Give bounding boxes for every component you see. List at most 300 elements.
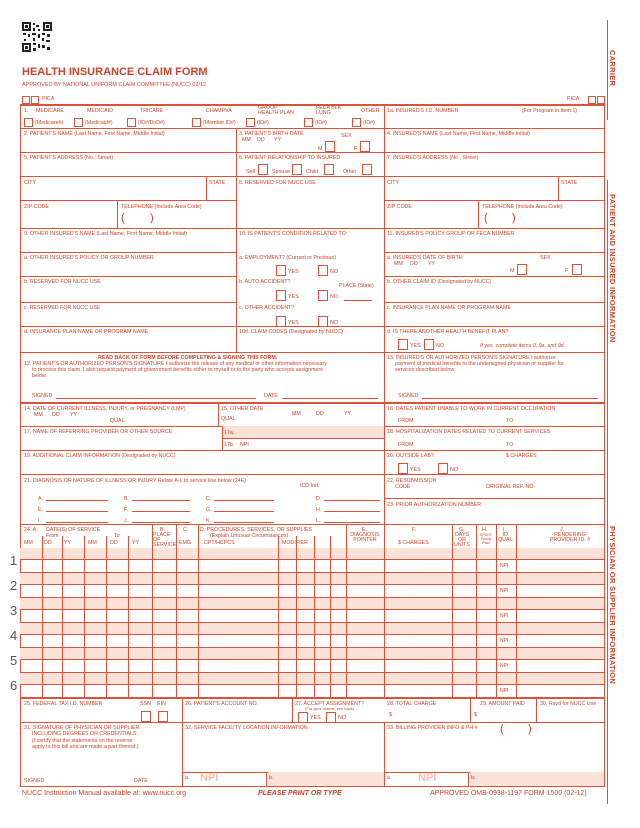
label-24d: D. PROCEDURES, SERVICES, OR SUPPLIES <box>200 527 313 533</box>
label-17: 17. NAME OF REFERRING PROVIDER OR OTHER SOURCE <box>24 429 173 435</box>
label-1a-note: (For Program in Item 1) <box>522 108 578 114</box>
label-24c: C. <box>183 527 189 533</box>
label-24i: I. <box>503 527 506 533</box>
line-23 <box>384 498 605 499</box>
label-2: 2. PATIENT'S NAME (Last Name, First Name, Middle Initial) <box>24 131 165 137</box>
label-24i-l: ID. QUAL. <box>498 532 514 543</box>
label-zip: ZIP CODE <box>24 204 49 210</box>
pica-right-box[interactable] <box>588 96 596 104</box>
label-employment-yes: YES <box>288 269 299 275</box>
label-10a: a. EMPLOYMENT? (Current or Previous) <box>239 255 336 261</box>
label-31-l2: INCLUDING DEGREES OR CREDENTIALS <box>32 731 137 737</box>
dx-c: C. <box>206 496 212 502</box>
label-8: 8. RESERVED FOR NUCC USE <box>239 180 316 186</box>
line-11b <box>384 276 605 277</box>
col-yy2 <box>128 536 129 698</box>
service-line-number: 2 <box>10 578 18 593</box>
label-24h-l: EPSDT Family Plan <box>480 533 492 545</box>
auto-no-checkbox[interactable] <box>318 290 328 301</box>
dx-h-line <box>324 511 380 512</box>
label-19: 19. ADDITIONAL CLAIM INFORMATION (Designated by NUCC) <box>24 453 176 459</box>
label-6: 6. PATIENT RELATIONSHIP TO INSURED <box>239 155 341 161</box>
label-15-mm: MM <box>292 411 301 417</box>
label-3-dd: DD <box>257 137 265 143</box>
label-24e: E. <box>362 527 368 533</box>
footer-instruction: NUCC Instruction Manual available at: www.nucc.org <box>22 790 187 797</box>
label-icd: ICD Ind. <box>300 483 320 489</box>
label-24e-l: DIAGNOSIS POINTER <box>350 532 380 543</box>
label-24g-l: DAYS OR UNITS <box>454 532 470 548</box>
insured-sex-m-checkbox[interactable] <box>517 264 527 275</box>
label-17b: 17b. <box>224 442 235 448</box>
other-sub: (ID#) <box>363 120 375 126</box>
label-3-yy: YY <box>274 137 282 143</box>
label-1a: 1a. INSURED'S I.D. NUMBER <box>387 108 459 114</box>
label-11a-m: M <box>510 268 515 274</box>
divider-30 <box>536 698 537 722</box>
divider-29 <box>470 698 471 722</box>
label-24f: F. <box>412 527 417 533</box>
label-place: PLACE (State) <box>339 283 374 289</box>
label-15-qual: QUAL. <box>221 416 237 422</box>
champva-sub: (Member ID#) <box>203 120 236 126</box>
divider-32b <box>266 772 267 786</box>
label-city: CITY <box>24 180 37 186</box>
label-24a-dates: DATE(S) OF SERVICE <box>46 527 101 533</box>
dx-k: K. <box>206 518 212 524</box>
label-plan-no: NO <box>436 343 444 349</box>
feca-checkbox[interactable] <box>304 118 313 127</box>
label-child: Child <box>306 169 319 175</box>
label-24b: B. <box>160 527 166 533</box>
label-31: 31. SIGNATURE OF PHYSICIAN OR SUPPLIER <box>24 725 140 731</box>
label-11b: b. OTHER CLAIM ID (Designated by NUCC) <box>387 279 492 285</box>
line-row14 <box>20 402 605 404</box>
medicaid-checkbox[interactable] <box>74 118 83 127</box>
label-11c: c. INSURANCE PLAN NAME OR PROGRAM NAME <box>387 305 511 311</box>
label-30: 30. Rsvd for NUCC Use <box>540 701 597 707</box>
label-29-dollar: $ <box>474 712 477 718</box>
line-row5 <box>20 152 605 153</box>
employment-no-checkbox[interactable] <box>318 265 328 276</box>
label-tel-insured: TELEPHONE (Include Area Code) <box>482 204 563 210</box>
label-auto-yes: YES <box>288 294 299 300</box>
tricare-sub: (ID#/DoD#) <box>138 120 165 126</box>
label-22-code: CODE <box>395 484 411 490</box>
label-plan-yes: YES <box>410 343 421 349</box>
label-24g: G. <box>459 527 465 533</box>
label-14: 14. DATE OF CURRENT ILLNESS, INJURY, or PREGNANCY (LMP) <box>24 406 186 412</box>
label-24-yy2: YY <box>132 540 140 546</box>
dx-j: J. <box>124 518 129 524</box>
label-24a: 24. A. <box>24 527 38 533</box>
outside-lab-no-checkbox[interactable] <box>438 463 448 474</box>
label-7: 7. INSURED'S ADDRESS (No., Street) <box>387 155 479 161</box>
employment-yes-checkbox[interactable] <box>276 265 286 276</box>
champva-checkbox[interactable] <box>192 118 201 127</box>
line-zip-insured <box>384 200 605 201</box>
label-11a-mm: MM <box>394 261 403 267</box>
label-15-yy: YY <box>344 411 352 417</box>
dx-i-line <box>46 522 108 523</box>
label-32b: b. <box>269 775 274 781</box>
label-ssn: SSN <box>140 701 151 707</box>
divider-33 <box>384 722 385 786</box>
col-f <box>384 524 385 698</box>
child-checkbox[interactable] <box>324 164 334 175</box>
label-13-l2: payment of medical benefits to the undersigned physician or supplier for <box>395 361 564 367</box>
read-back-notice: READ BACK OF FORM BEFORE COMPLETING & SIGNING THIS FORM. <box>98 355 278 361</box>
service-line-number: 5 <box>10 653 18 668</box>
label-22: 22. RESUBMISSION <box>387 478 437 484</box>
label-self: Self <box>246 169 256 175</box>
label-employment-no: NO <box>330 269 338 275</box>
sidebar-physician: PHYSICIAN OR SUPPLIER INFORMATION <box>608 526 617 685</box>
line-9d <box>20 326 605 327</box>
service-line-npi: NPI <box>500 688 509 694</box>
label-spouse: Spouse <box>272 169 290 175</box>
self-checkbox[interactable] <box>258 164 268 175</box>
sex-f-checkbox[interactable] <box>360 141 370 152</box>
label-3-f: F <box>354 146 358 152</box>
col-c <box>176 524 177 698</box>
col-g <box>452 524 453 698</box>
sidebar <box>603 18 619 808</box>
group-sub: (ID#) <box>257 120 269 126</box>
label-12-date: DATE <box>264 393 278 399</box>
service-line-number: 3 <box>10 603 18 618</box>
label-4: 4. INSURED'S NAME (Last Name, First Name, Middle Initial) <box>387 131 530 137</box>
label-9d: d. INSURANCE PLAN NAME OR PROGRAM NAME <box>24 329 149 335</box>
label-33: 33. BILLING PROVIDER INFO & PH # <box>387 725 478 731</box>
divider-15 <box>218 402 219 426</box>
service-line-npi: NPI <box>500 588 509 594</box>
label-other-yes: YES <box>288 320 299 326</box>
label-10c: c. OTHER ACCIDENT? <box>239 305 295 311</box>
label-9b: b. RESERVED FOR NUCC USE <box>24 279 101 285</box>
group-checkbox[interactable] <box>246 118 255 127</box>
another-plan-no-checkbox[interactable] <box>424 339 434 350</box>
label-24-dd1: DD <box>44 540 52 546</box>
frame-top <box>20 104 605 106</box>
label-14-dd: DD <box>52 412 60 418</box>
label-15: 15. OTHER DATE <box>221 406 264 412</box>
label-33b: b. <box>471 775 476 781</box>
line-row9 <box>20 228 605 229</box>
tricare-checkbox[interactable] <box>127 118 136 127</box>
divider-state <box>206 176 207 200</box>
label-11a-dd: DD <box>410 261 418 267</box>
col-mod1 <box>278 536 279 698</box>
frame-bottom <box>20 786 605 787</box>
label-23: 23. PRIOR AUTHORIZATION NUMBER <box>387 502 482 508</box>
label-3: 3. PATIENT'S BIRTH DATE <box>239 131 304 137</box>
dx-i: I. <box>38 518 41 524</box>
label-14-mm: MM <box>34 412 43 418</box>
label-28: 28. TOTAL CHARGE <box>387 701 437 707</box>
service-line-npi: NPI <box>500 563 509 569</box>
dx-g: G. <box>206 507 212 513</box>
label-31-l3: (I certify that the statements on the reverse <box>32 738 133 744</box>
label-13-signed: SIGNED <box>398 393 419 399</box>
label-17b-npi: NPI <box>240 442 249 448</box>
box1-champva: CHAMPVA <box>206 108 232 114</box>
service-line-number: 6 <box>10 678 18 693</box>
line-9c <box>20 302 236 303</box>
line-row2 <box>20 128 605 129</box>
label-11d-note: If yes, complete items 9, 9a, and 9d. <box>480 343 566 349</box>
pica-left-box-2[interactable] <box>31 96 39 104</box>
label-modifier: MODIFIER <box>282 540 308 546</box>
other-checkbox[interactable] <box>352 118 361 127</box>
place-line <box>344 300 372 301</box>
line-zip <box>20 200 236 201</box>
line-11a <box>384 252 605 253</box>
line-17b <box>222 438 384 439</box>
label-25: 25. FEDERAL TAX I.D. NUMBER <box>24 701 103 707</box>
form-title: HEALTH INSURANCE CLAIM FORM <box>22 66 208 78</box>
label-12-l3: below. <box>32 373 48 379</box>
insured-sex-f-checkbox[interactable] <box>572 264 582 275</box>
label-27-note: (For govt. claims, see back) <box>305 706 355 711</box>
label-28-dollar: $ <box>389 712 392 718</box>
npi-watermark-32: NPI <box>200 772 219 784</box>
label-14-qual: QUAL. <box>110 418 126 424</box>
box1-num: 1. <box>24 108 29 114</box>
ssn-checkbox[interactable] <box>141 711 151 722</box>
dx-l: L. <box>316 518 321 524</box>
label-3-mm: MM <box>242 137 251 143</box>
label-16-from: FROM <box>398 418 414 424</box>
box1-group: GROUP HEALTH PLAN <box>258 105 294 116</box>
label-3-m: M <box>318 146 323 152</box>
label-lab-no: NO <box>450 467 458 473</box>
other-rel-checkbox[interactable] <box>362 164 372 175</box>
label-city-insured: CITY <box>387 180 400 186</box>
label-other-no: NO <box>330 320 338 326</box>
label-27: 27. ACCEPT ASSIGNMENT? <box>295 701 365 707</box>
label-other-rel: Other <box>343 169 357 175</box>
label-32: 32. SERVICE FACILITY LOCATION INFORMATION <box>185 725 308 731</box>
line-row19 <box>20 450 605 451</box>
box1-other: OTHER <box>361 108 380 114</box>
label-32a: a. <box>185 775 190 781</box>
17a-shade <box>222 426 384 438</box>
col-d <box>198 524 199 698</box>
line-row31 <box>20 722 605 723</box>
signed-line <box>56 398 256 399</box>
service-line-npi: NPI <box>500 613 509 619</box>
another-plan-yes-checkbox[interactable] <box>398 339 408 350</box>
dx-f-line <box>132 511 190 512</box>
label-24-to: To <box>114 533 120 539</box>
dx-g-line <box>214 511 274 512</box>
label-33a: a. <box>387 775 392 781</box>
outside-lab-yes-checkbox[interactable] <box>398 463 408 474</box>
line-row25 <box>20 698 605 699</box>
label-11a-f: F <box>565 268 569 274</box>
label-state: STATE <box>209 180 226 186</box>
divider-right-column-2 <box>384 402 385 524</box>
date-line <box>282 398 378 399</box>
label-10: 10. IS PATIENT'S CONDITION RELATED TO: <box>239 231 348 237</box>
feca-sub: (ID#) <box>315 120 327 126</box>
label-11d: d. IS THERE ANOTHER HEALTH BENEFIT PLAN? <box>387 329 509 335</box>
sex-m-checkbox[interactable] <box>325 141 335 152</box>
label-zip-insured: ZIP CODE <box>387 204 412 210</box>
label-12: 12. PATIENT'S OR AUTHORIZED PERSON'S SIGNATURE I authorize the release of any medical or other information necessary <box>24 361 327 367</box>
33b-shade <box>470 772 604 786</box>
label-12-signed: SIGNED <box>32 393 53 399</box>
auto-yes-checkbox[interactable] <box>276 290 286 301</box>
label-11: 11. INSURED'S POLICY GROUP OR FECA NUMBER <box>387 231 515 237</box>
label-20-charges: $ CHARGES <box>506 453 537 459</box>
divider-33b <box>468 772 469 786</box>
label-10b: b. AUTO ACCIDENT? <box>239 279 291 285</box>
label-24b-l: PLACE OF SERVICE <box>153 532 177 548</box>
label-24-from: From <box>46 533 59 539</box>
pica-left-label: PICA <box>42 96 55 102</box>
label-ein: EIN <box>157 701 166 707</box>
dx-c-line <box>214 500 274 501</box>
col-yy1 <box>62 536 63 698</box>
line-city <box>20 176 605 177</box>
label-24-mm2: MM <box>88 540 97 546</box>
col-e <box>346 524 347 698</box>
dx-j-line <box>132 522 190 523</box>
col-dd1 <box>42 536 43 698</box>
medicaid-sub: (Medicaid#) <box>85 120 113 126</box>
col-mod3 <box>314 536 315 698</box>
label-14-yy: YY <box>70 412 78 418</box>
spouse-checkbox[interactable] <box>292 164 302 175</box>
label-state-insured: STATE <box>561 180 578 186</box>
col-mm2 <box>84 536 85 698</box>
service-line-number: 1 <box>10 553 18 568</box>
label-17a: 17a. <box>224 430 235 436</box>
claim-form-sheet: HEALTH INSURANCE CLAIM FORM APPROVED BY NATIONAL UNIFORM CLAIM COMMITTEE (NUCC) 02/12 PICA PICA CARRIER PATIENT AND INSURED INFORMATION PHYSICIAN OR SUPPLIER INFORMATION 1. MEDICARE MEDICAID TRICARE CHAMPVA GROUP HEALTH PLAN FECA BLK LUNG OTHER (Medicare#) (Medicaid#) (ID#/DoD#) (Member ID#) (ID#) (ID#) (ID#) 1a. INSURED'S I.D. NUMBER (For Program in Item 1) 2. PATIENT'S NAME (Last Name, First Name, Middle Initial) 3. PATIENT'S BIRTH DATE SEX MM DD YY M F 4. INSURED'S NAME (Last Name, First Name, Middle Initial) 5. PATIENT'S ADDRESS (No., Street) 6. PATIENT RELATIONSHIP TO INSURED Self Spouse Child Other 7. INSURED'S ADDRESS (No., Street) CITY STATE 8. RESERVED FOR NUCC USE CITY STATE ZIP CODE TELEPHONE (Include Area Code) ( ) ZIP CODE TELEPHONE (Include Area Code) ( ) 9. OTHER INSURED'S NAME (Last Name, First Name, Middle Initial) 10. IS PATIENT'S CONDITION RELATED TO: 11. INSURED'S POLICY GROUP OR FECA NUMBER a. OTHER INSURED'S POLICY OR GROUP NUMBER a. EMPLOYMENT? (Current or Previous) YES NO a. INSURED'S DATE OF BIRTH MM DD YY SEX M F b. RESERVED FOR NUCC USE b. AUTO ACCIDENT? PLACE (State) YES NO b. OTHER CLAIM ID (Designated by NUCC) c. RESERVED FOR NUCC USE c. OTHER ACCIDENT? YES NO c. INSURANCE PLAN NAME OR PROGRAM NAME d. INSURANCE PLAN NAME OR PROGRAM NAME 10d. CLAIM CODES (Designated by NUCC) d. IS THERE ANOTHER HEALTH BENEFIT PLAN? YES NO If yes, complete items 9, 9a, and 9d. READ BACK OF FORM BEFORE COMPLETING & SIGNING THIS FORM. 12. PATIENT'S OR AUTHORIZED PERSON'S SIGNATURE I authorize the release of any medical or other information necessary to process this claim. I also request payment of government benefits either to myself or to the party who accepts assignment below. 13. INSURED'S OR AUTHORIZED PERSON'S SIGNATURE I authorize payment of medical benefits to the undersigned physician or supplier for services described below. SIGNED DATE SIGNED 14. DATE OF CURRENT ILLNESS, INJURY, or PREGNANCY (LMP) MM DD YY QUAL. 15. OTHER DATE QUAL. MM DD YY 16. DATES PATIENT UNABLE TO WORK IN CURRENT OCCUPATION FROM TO 17. NAME OF REFERRING PROVIDER OR OTHER SOURCE 17a. 17b. NPI 18. HOSPITALIZATION DATES RELATED TO CURRENT SERVICES FROM TO 19. ADDITIONAL CLAIM INFORMATION (Designated by NUCC) 20. OUTSIDE LAB? $ CHARGES YES NO 21. DIAGNOSIS OR NATURE OF ILLNESS OR INJURY Relate A-L to service line below (24E) ICD Ind. 22. RESUBMISSION CODE ORIGINAL REF. NO. A. B. C. D. E. F. G. H. I. J. K. L. 23. PRIOR AUTHORIZATION NUMBER 24. A. DATE(S) OF SERVICE From To MM DD YY MM DD YY B. PLACE OF SERVICE C. EMG D. PROCEDURES, SERVICES, OR SUPPLIES (Explain Unusual Circumstances) CPT/HCPCS MODIFIER E. DIAGNOSIS POINTER F. $ CHARGES G. DAYS OR UNITS H. EPSDT Family Plan I. ID. QUAL. J. RENDERING PROVIDER ID. # 1 NPI 2 NPI 3 NPI 4 NPI 5 NPI 6 NPI 25. FEDERAL TAX I.D. NUMBER SSN EIN 26. PATIENT'S ACCOUNT NO. 27. ACCEPT ASSIGNMENT? (For govt. claims, see back) YES NO 28. TOTAL CHARGE $ 29. AMOUNT PAID $ 30. Rsvd for NUCC Use 31. SIGNATURE OF PHYSICIAN OR SUPPLIER INCLUDING DEGREES OR CREDENTIALS (I certify that the statements on the reverse apply to this bill and are made a part thereof.) SIGNED DATE 32. SERVICE FACILITY LOCATION INFORMATION 33. BILLING PROVIDER INFO & PH # ( ) a. NPI b. a. NPI b. NUCC Instruction Manual available at: www.nucc.org PLEASE PRINT OR TYPE APPROVED OMB-0938-1197 FORM 1500 (02-12) <box>0 0 640 828</box>
ein-checkbox[interactable] <box>158 711 168 722</box>
label-18: 18. HOSPITALIZATION DATES RELATED TO CURRENT SERVICES <box>387 429 551 435</box>
label-tel: TELEPHONE (Include Area Code) <box>121 204 202 210</box>
label-31-l4: apply to this bill and are made a part thereof.) <box>32 744 139 750</box>
label-16-to: TO <box>506 418 514 424</box>
label-11a-sex: SEX <box>540 255 551 261</box>
label-26: 26. PATIENT'S ACCOUNT NO. <box>185 701 259 707</box>
col-j <box>516 524 517 698</box>
label-9c: c. RESERVED FOR NUCC USE <box>24 305 101 311</box>
label-18-from: FROM <box>398 442 414 448</box>
label-20: 20. OUTSIDE LAB? <box>387 453 434 459</box>
box1-medicaid: MEDICAID <box>87 108 113 114</box>
line-9b <box>20 276 236 277</box>
sidebar-patient: PATIENT AND INSURED INFORMATION <box>608 194 617 343</box>
dx-h: H. <box>316 507 322 513</box>
label-29: 29. AMOUNT PAID <box>480 701 525 707</box>
label-5: 5. PATIENT'S ADDRESS (No., Street) <box>24 155 114 161</box>
npi-watermark-33: NPI <box>418 772 437 784</box>
label-12-l2: to process this claim. I also request payment of government benefits either to myself or to the party who accepts assignment <box>32 367 323 373</box>
divider-tel-insured <box>478 200 479 228</box>
line-row12 <box>20 352 605 353</box>
footer-print: PLEASE PRINT OR TYPE <box>258 790 342 797</box>
label-10d: 10d. CLAIM CODES (Designated by NUCC) <box>239 329 343 335</box>
box1-medicare: MEDICARE <box>36 108 64 114</box>
qr-code-icon <box>22 22 52 52</box>
dx-e: E. <box>38 507 44 513</box>
label-accept-yes: YES <box>310 715 321 721</box>
col-mod4 <box>330 536 331 698</box>
box1-feca: FECA BLK LUNG <box>316 105 342 116</box>
signed-line-13 <box>422 398 598 399</box>
divider-27 <box>292 698 293 722</box>
label-24h: H. <box>482 527 488 533</box>
dx-b: B. <box>124 496 130 502</box>
service-line-npi: NPI <box>500 663 509 669</box>
label-9: 9. OTHER INSURED'S NAME (Last Name, First Name, Middle Initial) <box>24 231 187 237</box>
label-21: 21. DIAGNOSIS OR NATURE OF ILLNESS OR INJURY Relate A-L to service line below (24E) <box>24 478 247 484</box>
sidebar-carrier: CARRIER <box>608 50 617 87</box>
label-24-mm1: MM <box>24 540 33 546</box>
label-accept-no: NO <box>338 715 346 721</box>
label-lab-yes: YES <box>410 467 421 473</box>
col-h <box>476 524 477 698</box>
label-9a: a. OTHER INSURED'S POLICY OR GROUP NUMBER <box>24 255 154 261</box>
label-16: 16. DATES PATIENT UNABLE TO WORK IN CURRENT OCCUPATION <box>387 406 556 412</box>
service-line-npi: NPI <box>500 638 509 644</box>
label-24j: J. <box>560 527 565 533</box>
col-dd2 <box>106 536 107 698</box>
label-cpt: CPT/HCPCS <box>204 540 235 546</box>
col-b <box>152 524 153 698</box>
label-31-date: DATE <box>134 778 148 784</box>
label-13-l3: services described below. <box>395 367 456 373</box>
label-11a: a. INSURED'S DATE OF BIRTH <box>387 255 463 261</box>
box1-tricare: TRICARE <box>140 108 164 114</box>
dx-d: D. <box>316 496 322 502</box>
label-31-signed: SIGNED <box>24 778 45 784</box>
label-24-yy1: YY <box>64 540 72 546</box>
approved-by: APPROVED BY NATIONAL UNIFORM CLAIM COMMITTEE (NUCC) 02/12 <box>22 82 207 88</box>
col-i <box>496 524 497 698</box>
line-row24 <box>20 524 605 525</box>
32b-shade <box>268 772 384 786</box>
dx-l-line <box>324 522 380 523</box>
label-11a-yy: YY <box>428 261 436 267</box>
dx-b-line <box>132 500 190 501</box>
medicare-checkbox[interactable] <box>24 118 33 127</box>
dx-e-line <box>46 511 108 512</box>
medicare-sub: (Medicare#) <box>35 120 64 126</box>
label-24-dd2: DD <box>110 540 118 546</box>
line-row21 <box>20 474 605 475</box>
service-line-number: 4 <box>10 628 18 643</box>
divider-mid-column-2 <box>236 228 237 352</box>
label-24c-l: EMG <box>179 540 192 546</box>
col-mod2 <box>296 536 297 698</box>
footer-approved: APPROVED OMB-0938-1197 FORM 1500 (02-12) <box>430 790 587 797</box>
divider-right-column <box>384 104 385 404</box>
dx-a-line <box>46 500 108 501</box>
label-15-dd: DD <box>316 411 324 417</box>
label-3-sex: SEX <box>341 133 352 139</box>
line-9a <box>20 252 236 253</box>
label-13: 13. INSURED'S OR AUTHORIZED PERSON'S SIGNATURE I authorize <box>387 355 556 361</box>
dx-k-line <box>214 522 274 523</box>
divider-17a <box>222 426 223 450</box>
pica-left-box[interactable] <box>22 96 30 104</box>
label-24j-l: RENDERING PROVIDER ID. # <box>549 532 591 543</box>
